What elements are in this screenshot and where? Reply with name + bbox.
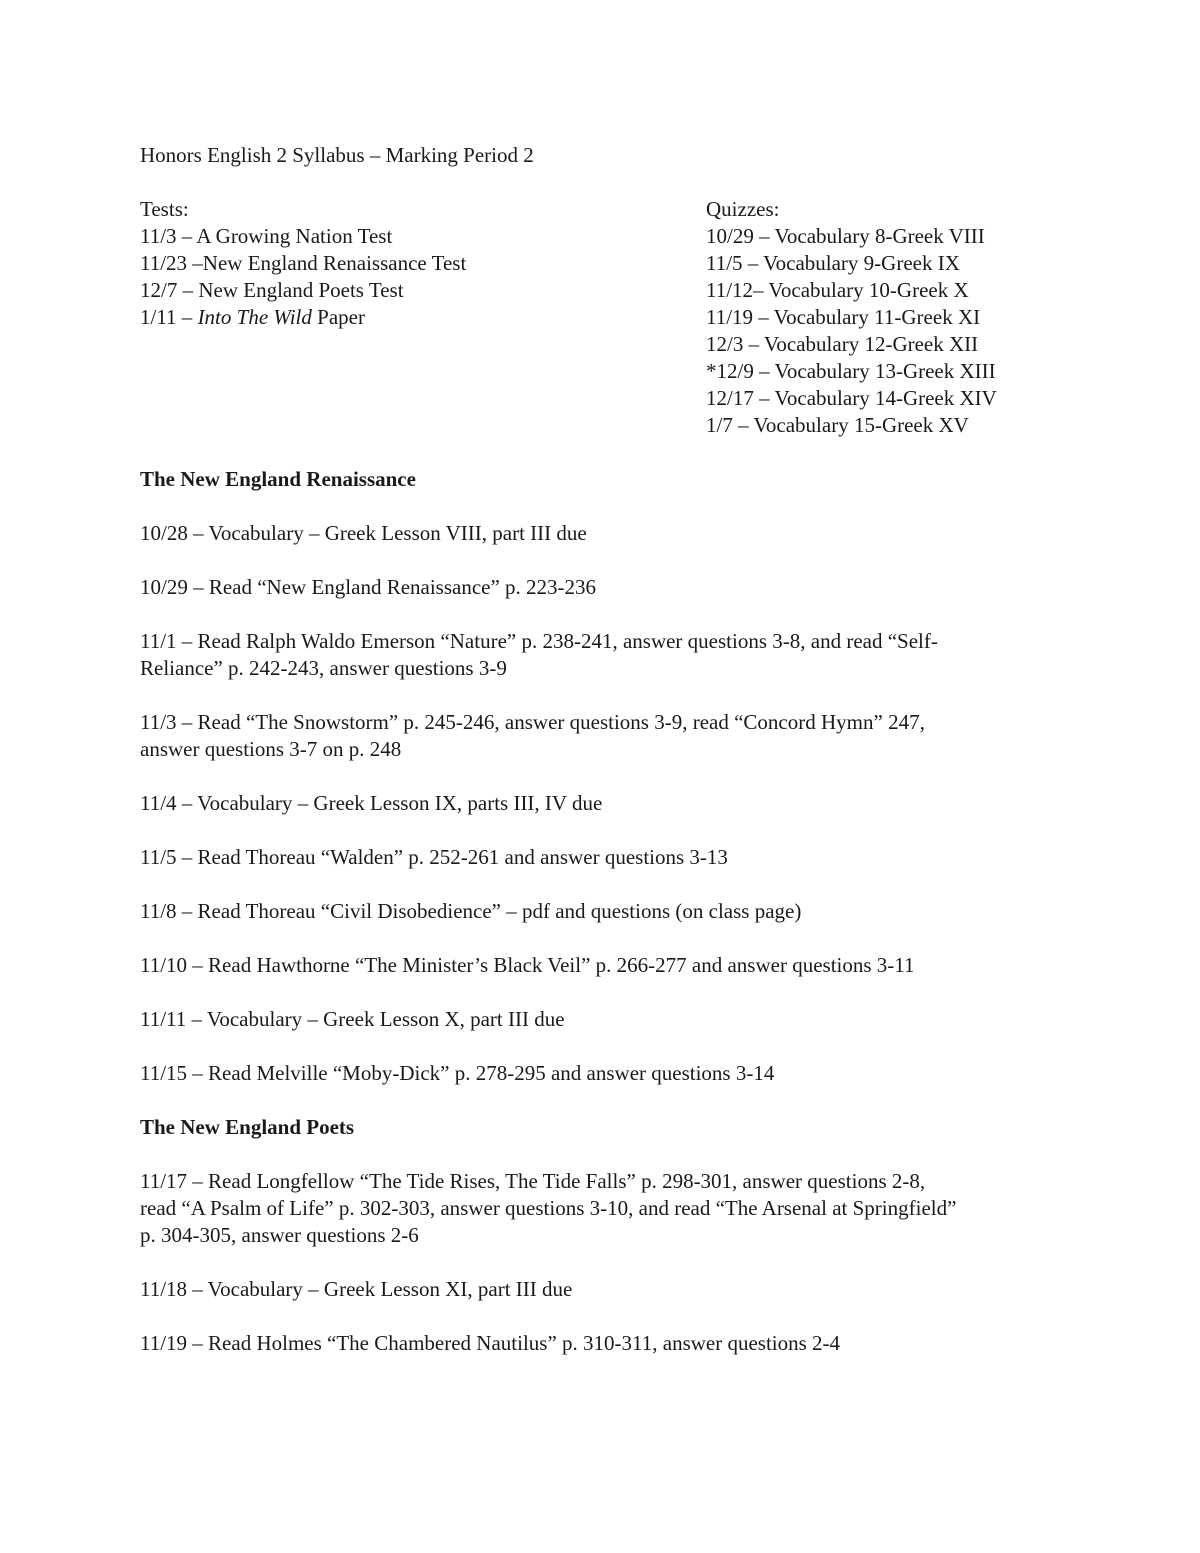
entry-line: 10/29 – Read “New England Renaissance” p. 223-236 [140,575,597,599]
schedule-entry [140,844,1070,871]
schedule-entry [140,709,1070,763]
schedule-entry [140,790,1070,817]
entry-line: 11/15 – Read Melville “Moby-Dick” p. 278-295 and answer questions 3-14 [140,1061,775,1085]
section-new-england-poets [140,1114,1070,1357]
entry-line: 11/4 – Vocabulary – Greek Lesson IX, parts III, IV due [140,791,603,815]
entry-line: 11/10 – Read Hawthorne “The Minister’s Black Veil” p. 266-277 and answer questions 3-11 [140,953,915,977]
schedule-entry [140,1168,1070,1249]
schedule-entry [140,1006,1070,1033]
quizzes-heading: Quizzes: [706,197,780,221]
entry-line: 11/17 – Read Longfellow “The Tide Rises, The Tide Falls” p. 298-301, answer questions 2-8, [140,1169,926,1193]
entry-line: 11/5 – Read Thoreau “Walden” p. 252-261 and answer questions 3-13 [140,845,728,869]
test-item: 11/23 –New England Renaissance Test [140,251,467,275]
quiz-item: 12/3 – Vocabulary 12-Greek XII [706,332,979,356]
tests-column [140,196,706,439]
syllabus-page [140,142,1070,1384]
schedule-entry [140,1060,1070,1087]
quiz-item: *12/9 – Vocabulary 13-Greek XIII [706,359,996,383]
section-heading: The New England Renaissance [140,467,416,491]
quiz-item: 10/29 – Vocabulary 8-Greek VIII [706,224,985,248]
entry-line: read “A Psalm of Life” p. 302-303, answer questions 3-10, and read “The Arsenal at Springfield” [140,1196,957,1220]
paper-suffix: Paper [311,305,365,329]
test-item: 12/7 – New England Poets Test [140,278,404,302]
entry-line: 11/3 – Read “The Snowstorm” p. 245-246, answer questions 3-9, read “Concord Hymn” 247, [140,710,925,734]
quiz-item: 1/7 – Vocabulary 15-Greek XV [706,413,969,437]
entry-line: Reliance” p. 242-243, answer questions 3-9 [140,656,507,680]
entry-line: answer questions 3-7 on p. 248 [140,737,402,761]
paper-date: 1/11 – [140,305,198,329]
quiz-item: 11/5 – Vocabulary 9-Greek IX [706,251,960,275]
schedule-entry [140,952,1070,979]
test-item-paper [140,304,706,331]
entry-line: 11/11 – Vocabulary – Greek Lesson X, part III due [140,1007,565,1031]
quiz-item: 11/12– Vocabulary 10-Greek X [706,278,969,302]
entry-line: 11/18 – Vocabulary – Greek Lesson XI, part III due [140,1277,573,1301]
document-title: Honors English 2 Syllabus – Marking Period 2 [140,143,534,167]
entry-line: p. 304-305, answer questions 2-6 [140,1223,419,1247]
schedule-entry [140,1330,1070,1357]
tests-quizzes-columns [140,196,1070,439]
schedule-entry [140,574,1070,601]
quiz-item: 12/17 – Vocabulary 14-Greek XIV [706,386,997,410]
schedule-entry [140,628,1070,682]
schedule-entry [140,898,1070,925]
schedule-entry [140,1276,1070,1303]
entry-line: 10/28 – Vocabulary – Greek Lesson VIII, part III due [140,521,587,545]
quiz-item: 11/19 – Vocabulary 11-Greek XI [706,305,981,329]
paper-book-title: Into The Wild [197,305,312,329]
entry-line: 11/1 – Read Ralph Waldo Emerson “Nature” p. 238-241, answer questions 3-8, and read “Self- [140,629,938,653]
tests-heading: Tests: [140,197,189,221]
entry-line: 11/8 – Read Thoreau “Civil Disobedience” – pdf and questions (on class page) [140,899,802,923]
entry-line: 11/19 – Read Holmes “The Chambered Nautilus” p. 310-311, answer questions 2-4 [140,1331,841,1355]
section-heading: The New England Poets [140,1115,355,1139]
quizzes-column [706,196,1070,439]
section-new-england-renaissance [140,466,1070,1087]
schedule-entry [140,520,1070,547]
test-item: 11/3 – A Growing Nation Test [140,224,393,248]
